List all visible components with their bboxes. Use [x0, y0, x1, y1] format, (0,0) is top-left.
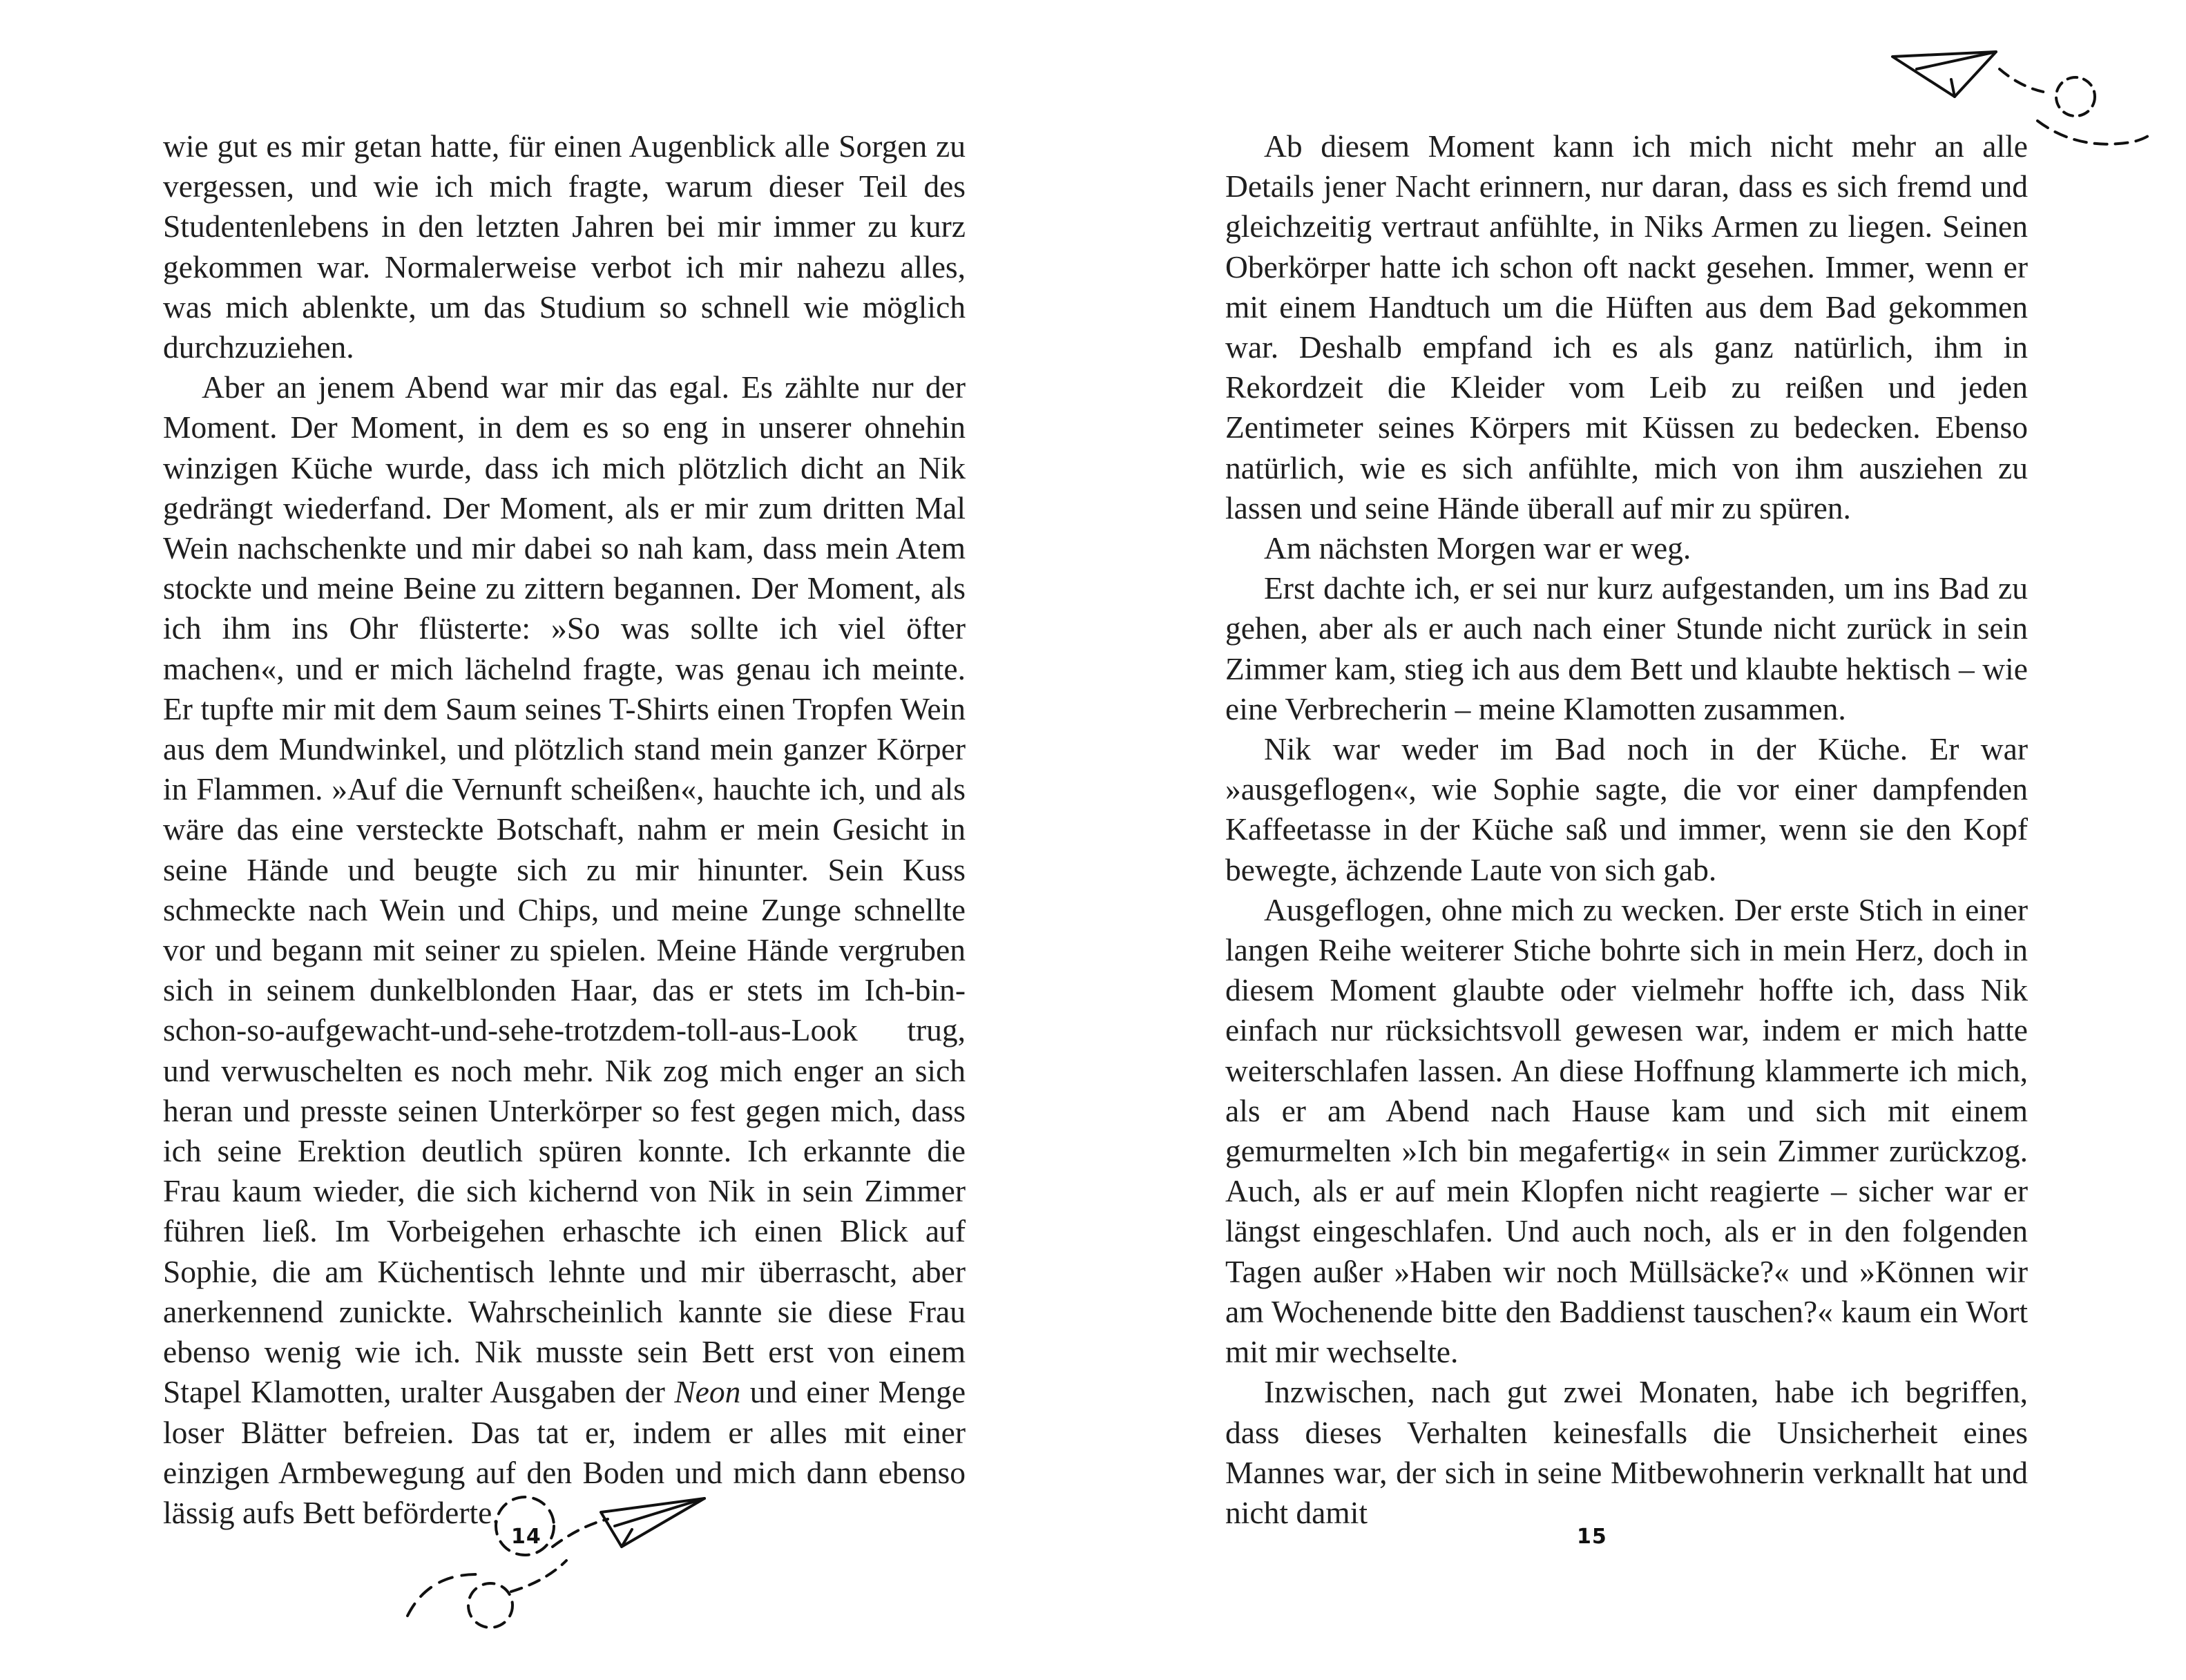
magazine-title: Neon: [674, 1374, 741, 1410]
paper-airplane-icon: [387, 1471, 732, 1650]
page-number-right: 15: [1577, 1525, 1607, 1549]
page-number-left: 14: [511, 1525, 541, 1549]
paragraph: Ausgeflogen, ohne mich zu wecken. Der erste Stich in einer langen Reihe weiterer Stiche bohrte sich in mein Herz, doch in diesem Moment glaubte oder vielmehr hoffte ich, dass Nik einfach nur rücksichtsvoll gewesen war, indem er mich hatte weiterschlafen lassen. An diese Hoffnung klammerte ich mich, als er am Abend nach Hause kam und sich mit einem gemurmelten »Ich bin megafertig« in sein Zimmer zurückzog. Auch, als er auf mein Klopfen nicht reagierte – sicher war er längst eingeschlafen. Und auch noch, als er in den folgenden Tagen außer »Haben wir noch Müllsäcke?« und »Können wir am Wochenende bitte den Baddienst tauschen?« kaum ein Wort mit mir wechselte.: [1225, 891, 2028, 1370]
paragraph: [163, 367, 966, 1533]
paragraph-text-tail: und einer Menge loser Blätter befreien. Das tat er, indem er alles mit einer einzigen Armbewegung auf den Boden und mich dann ebenso lässig aufs Bett beförderte.: [163, 1374, 966, 1530]
left-page-text: [163, 126, 966, 1533]
paragraph: Erst dachte ich, er sei nur kurz aufgestanden, um ins Bad zu gehen, aber als er auch nach einer Stunde nicht zurück in sein Zimmer kam, stieg ich aus dem Bett und klaubte hektisch – wie eine Verbrecherin – meine Klamotten zusammen.: [1225, 570, 2028, 726]
right-page-text: [1225, 126, 2028, 1533]
paragraph: Ab diesem Moment kann ich mich nicht mehr an alle Details jener Nacht erinnern, nur daran, dass es sich fremd und gleichzeitig vertraut anfühlte, in Niks Armen zu liegen. Seinen Oberkörper hatte ich schon oft nackt gesehen. Immer, wenn er mit einem Handtuch um die Hüften aus dem Bad gekommen war. Deshalb empfand ich es als ganz natürlich, ihm in Rekordzeit die Kleider vom Leib zu reißen und jeden Zentimeter seines Körpers mit Küssen zu bedecken. Ebenso natürlich, wie es sich anfühlte, mich von ihm ausziehen zu lassen und seine Hände überall auf mir zu spüren.: [1225, 128, 2028, 525]
paragraph: Inzwischen, nach gut zwei Monaten, habe ich begriffen, dass dieses Verhalten keinesfalls die Unsicherheit eines Mannes war, der sich in seine Mitbewohnerin verknallt hat und nicht damit: [1225, 1374, 2028, 1530]
paragraph: Am nächsten Morgen war er weg.: [1264, 530, 1691, 566]
paragraph: wie gut es mir getan hatte, für einen Augenblick alle Sorgen zu vergessen, und wie ich mich fragte, warum dieser Teil des Studentenlebens in den letzten Jahren bei mir immer zu kurz gekommen war. Normalerweise verbot ich mir nahezu alles, was mich ablenkte, um das Studium so schnell wie möglich durchzuziehen.: [163, 128, 966, 365]
paragraph: Nik war weder im Bad noch in der Küche. Er war »ausgeflogen«, wie Sophie sagte, die vor einer dampfenden Kaffeetasse in der Küche saß und immer, wenn sie den Kopf bewegte, ächzende Laute von sich gab.: [1225, 731, 2028, 887]
paragraph-text: Aber an jenem Abend war mir das egal. Es zählte nur der Moment. Der Moment, in dem es so eng in unserer ohnehin winzigen Küche wurde, dass ich mich plötzlich dicht an Nik gedrängt wiederfand. Der Moment, als er mir zum dritten Mal Wein nachschenkte und mir dabei so nah kam, dass mein Atem stockte und meine Beine zu zittern begannen. Der Moment, als ich ihm ins Ohr flüsterte: »So was sollte ich viel öfter machen«, und er mich lächelnd fragte, was genau ich meinte. Er tupfte mir mit dem Saum seines T-Shirts einen Tropfen Wein aus dem Mundwinkel, und plötzlich stand mein ganzer Körper in Flammen. »Auf die Vernunft scheißen«, hauchte ich, und als wäre das eine versteckte Botschaft, nahm er mein Gesicht in seine Hände und beugte sich zu mir hinunter. Sein Kuss schmeckte nach Wein und Chips, und meine Zunge schnellte vor und begann mit seiner zu spielen. Meine Hände vergruben sich in seinem dunkelblonden Haar, das er stets im Ich-bin-schon-so-aufgewacht-und-sehe-trotzdem-toll-aus-Look trug, und verwuschelten es noch mehr. Nik zog mich enger an sich heran und presste seinen Unterkörper so fest gegen mich, dass ich seine Erektion deutlich spüren konnte. Ich erkannte die Frau kaum wieder, die sich kichernd von Nik in sein Zimmer führen ließ. Im Vorbeigehen erhaschte ich einen Blick auf Sophie, die am Küchentisch lehnte und mir überrascht, aber anerkennend zunickte. Wahrscheinlich kannte sie diese Frau ebenso wenig wie ich. Nik musste sein Bett erst von einem Stapel Klamotten, uralter Ausgaben der: [163, 369, 966, 1410]
paper-airplane-icon: [1886, 41, 2176, 166]
